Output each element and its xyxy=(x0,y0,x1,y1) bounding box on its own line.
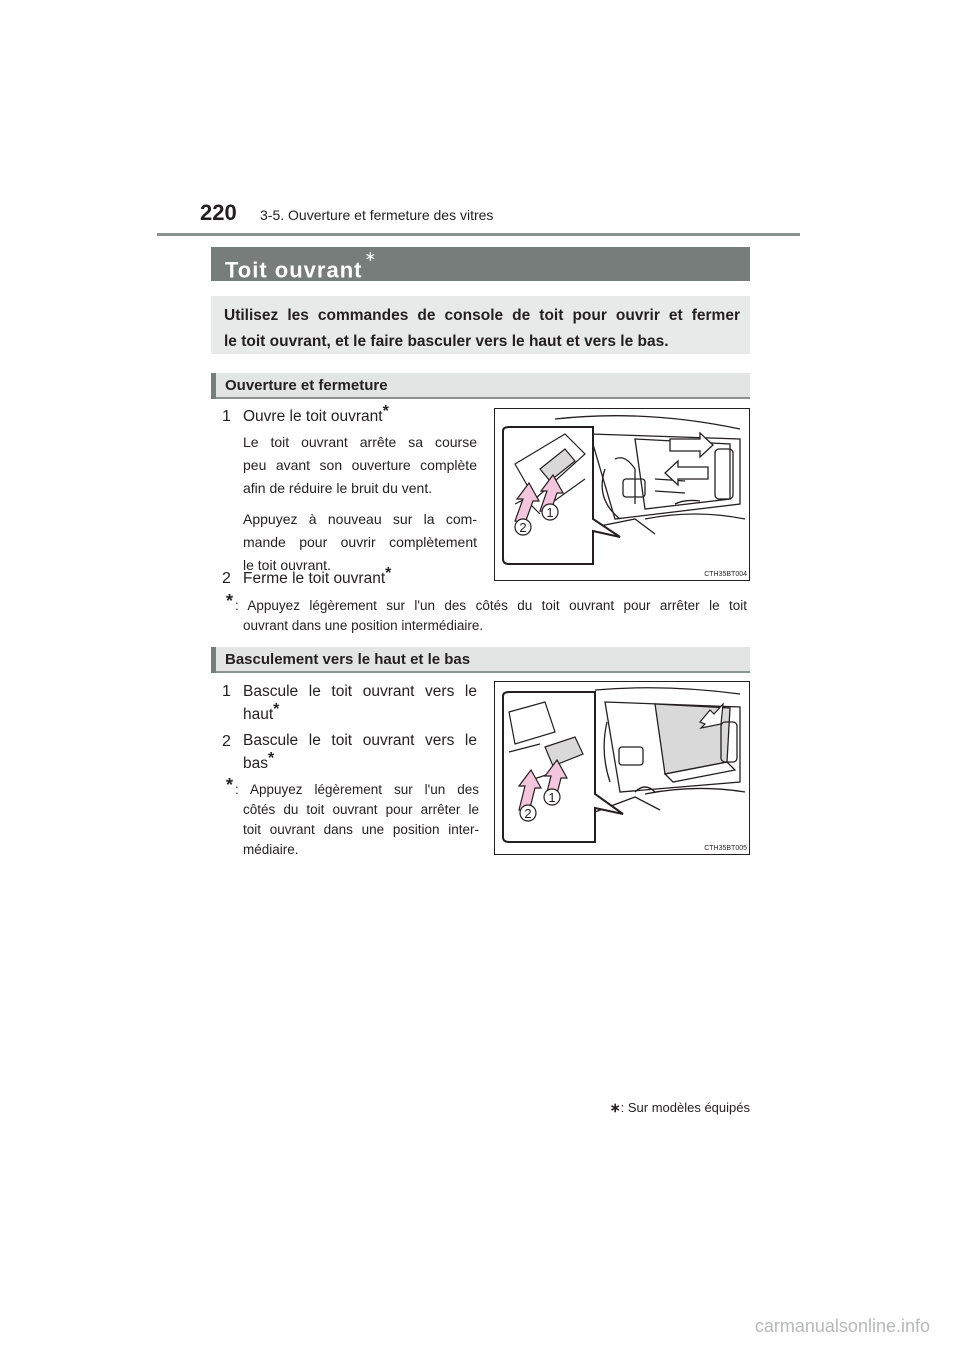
watermark: carmanualsonline.info xyxy=(754,1316,930,1336)
item-star-mark: * xyxy=(268,750,275,767)
roof-console-illustration xyxy=(495,409,749,580)
item-label xyxy=(243,680,477,726)
desc-line: Appuyez à nouveau sur la com- xyxy=(243,511,477,527)
title-star-mark: ∗ xyxy=(364,248,378,264)
section-title: Toit ouvrant xyxy=(225,257,363,283)
footnote-star: ∗ xyxy=(609,1100,621,1115)
intro-line-2: le toit ouvrant, et le faire basculer vers le haut et vers le bas. xyxy=(224,333,669,350)
running-head: 3-5. Ouverture et fermeture des vitres xyxy=(260,207,494,223)
item-label xyxy=(243,567,391,590)
note-line: côtés du toit ouvrant pour arrêter le xyxy=(243,802,479,817)
item-label-line: Bascule le toit ouvrant vers le xyxy=(243,732,477,749)
section-heading-ouverture xyxy=(211,373,750,399)
item-number: 2 xyxy=(222,733,231,750)
note-text xyxy=(235,780,479,860)
callout-2: 2 xyxy=(524,806,532,821)
desc-line: Le toit ouvrant arrête sa course xyxy=(243,434,477,450)
figure-caption: CTH35BT005 xyxy=(704,845,747,852)
item-label-line: Bascule le toit ouvrant vers le xyxy=(243,683,477,700)
intro-line-1: Utilisez les commandes de console de toit pour ouvrir et fermer xyxy=(224,307,740,324)
note-star: * xyxy=(226,775,234,795)
figure-roof-console-open-close xyxy=(494,408,750,581)
section-title-bar xyxy=(211,247,750,281)
note-line: : Appuyez légèrement sur l'un des côtés du toit ouvrant pour arrêter le toit xyxy=(235,598,747,613)
item-label-text: Ouvre le toit ouvrant xyxy=(243,408,383,425)
item-star-mark: * xyxy=(382,403,389,420)
desc-line: peu avant son ouverture complète xyxy=(243,457,477,473)
item-number: 2 xyxy=(222,570,231,587)
footnote xyxy=(610,1100,750,1116)
item-number: 1 xyxy=(222,683,231,700)
item-label-line: bas xyxy=(243,755,268,772)
figure-caption: CTH35BT004 xyxy=(704,571,747,578)
desc-line: le toit ouvrant. xyxy=(243,557,331,573)
footnote-text: : Sur modèles équipés xyxy=(620,1100,750,1115)
item-description xyxy=(243,431,477,577)
heading-accent-bar xyxy=(211,647,216,673)
note-star: * xyxy=(226,591,234,611)
desc-line: afin de réduire le bruit du vent. xyxy=(243,480,433,496)
intro-box xyxy=(211,296,750,354)
item-label-line: haut xyxy=(243,706,274,723)
item-label xyxy=(243,405,389,428)
item-label xyxy=(243,729,477,775)
note-line: : Appuyez légèrement sur l'un des xyxy=(235,782,479,797)
callout-2: 2 xyxy=(519,520,527,535)
section-heading-text: Ouverture et fermeture xyxy=(225,377,388,394)
item-star-mark: * xyxy=(385,565,392,582)
roof-console-tilt-illustration xyxy=(495,682,749,854)
note-line: ouvrant dans une position intermédiaire. xyxy=(243,618,484,633)
heading-accent-bar xyxy=(211,373,216,399)
header-rule xyxy=(157,233,800,236)
page-number: 220 xyxy=(200,200,237,225)
note-line: médiaire. xyxy=(243,842,299,857)
item-star-mark: * xyxy=(273,701,280,718)
callout-1: 1 xyxy=(546,505,554,520)
item-number: 1 xyxy=(222,408,231,425)
callout-1: 1 xyxy=(548,790,556,805)
note-text xyxy=(235,596,747,636)
section-heading-text: Basculement vers le haut et le bas xyxy=(225,651,471,668)
item-label-text: Ferme le toit ouvrant xyxy=(243,570,386,587)
figure-roof-console-tilt xyxy=(494,681,750,855)
section-heading-basculement xyxy=(211,647,750,673)
desc-line: mande pour ouvrir complètement xyxy=(243,534,477,550)
note-line: toit ouvrant dans une position inter- xyxy=(243,822,479,837)
